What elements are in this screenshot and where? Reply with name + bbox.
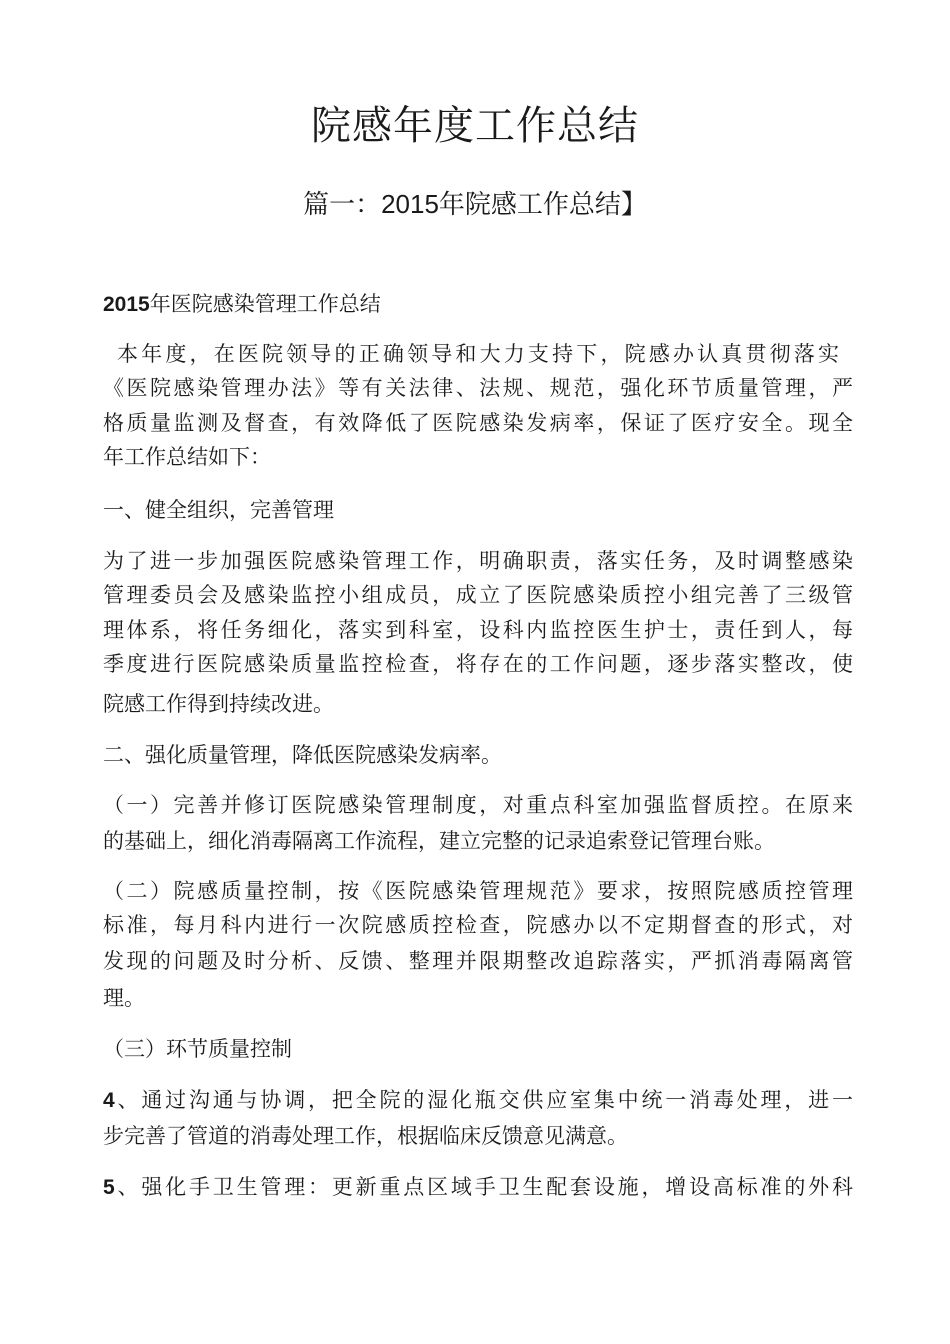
paragraph-line: 季度进行医院感染质量监控检查，将存在的工作问题，逐步落实整改，使 xyxy=(103,652,853,676)
paragraph-line: 理。 xyxy=(103,986,145,1010)
heading-year: 2015 xyxy=(103,293,150,316)
document-subtitle xyxy=(0,186,950,223)
paragraph-line: （二）院感质量控制，按《医院感染管理规范》要求，按照院感质控管理 xyxy=(103,879,853,903)
paragraph-line: 院感工作得到持续改进。 xyxy=(103,692,334,716)
subtitle-year: 2015 xyxy=(381,189,439,219)
subtitle-suffix: 年院感工作总结】 xyxy=(438,190,647,220)
section-heading xyxy=(103,289,853,320)
section-title: 二、强化质量管理，降低医院感染发病率。 xyxy=(103,743,502,767)
paragraph-line: 理体系，将任务细化，落实到科室，设科内监控医生护士，责任到人，每 xyxy=(103,618,853,642)
paragraph-line: 《医院感染管理办法》等有关法律、法规、规范，强化环节质量管理，严 xyxy=(103,376,853,400)
paragraph-line: 格质量监测及督查，有效降低了医院感染发病率，保证了医疗安全。现全 xyxy=(103,411,853,435)
section-title: （三）环节质量控制 xyxy=(103,1037,292,1061)
paragraph-line: 发现的问题及时分析、反馈、整理并限期整改追踪落实，严抓消毒隔离管 xyxy=(103,949,853,973)
heading-text: 年医院感染管理工作总结 xyxy=(149,292,381,316)
paragraph-line xyxy=(103,1085,853,1116)
paragraph-line: 管理委员会及感染监控小组成员，成立了医院感染质控小组完善了三级管 xyxy=(103,583,853,607)
paragraph-line: 的基础上，细化消毒隔离工作流程，建立完整的记录追索登记管理台账。 xyxy=(103,829,775,853)
paragraph-line: 步完善了管道的消毒处理工作，根据临床反馈意见满意。 xyxy=(103,1124,628,1148)
paragraph-line xyxy=(103,1172,853,1203)
paragraph-line: 标准，每月科内进行一次院感质控检查，院感办以不定期督查的形式，对 xyxy=(103,913,853,937)
paragraph-line: 为了进一步加强医院感染管理工作，明确职责，落实任务，及时调整感染 xyxy=(103,549,853,573)
paragraph-line: （一）完善并修订医院感染管理制度，对重点科室加强监督质控。在原来 xyxy=(103,793,853,817)
document-title: 院感年度工作总结 xyxy=(311,103,639,149)
item-text: 、通过沟通与协调，把全院的湿化瓶交供应室集中统一消毒处理，进一 xyxy=(114,1088,853,1112)
item-number: 5 xyxy=(103,1176,115,1199)
paragraph-line: 本年度，在医院领导的正确领导和大力支持下，院感办认真贯彻落实 xyxy=(117,342,839,366)
section-title: 一、健全组织，完善管理 xyxy=(103,498,334,522)
item-number: 4 xyxy=(103,1089,115,1112)
paragraph-line: 年工作总结如下： xyxy=(103,445,271,469)
subtitle-prefix: 篇一： xyxy=(303,190,382,220)
item-text: 、强化手卫生管理：更新重点区域手卫生配套设施，增设高标准的外科 xyxy=(114,1175,853,1199)
